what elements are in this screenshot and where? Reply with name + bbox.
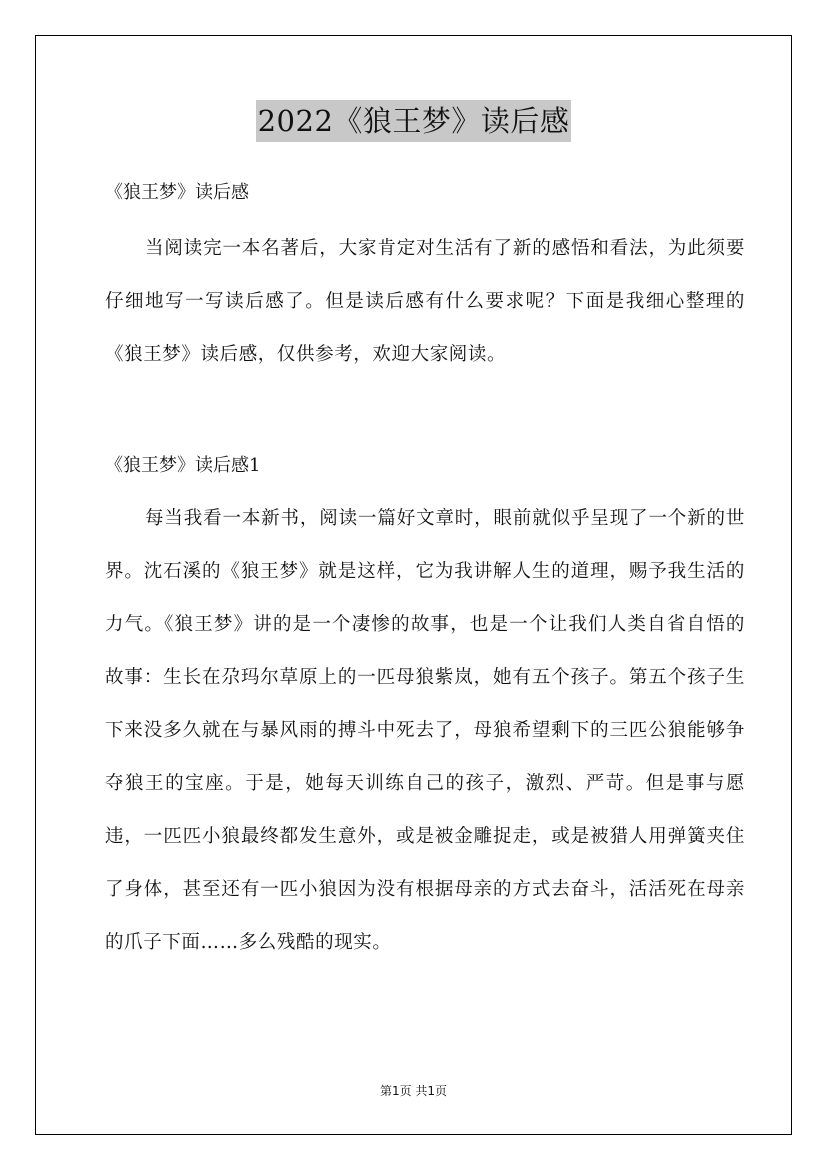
essay1-heading: 《狼王梦》读后感1 [105,455,261,476]
page-footer: 第1页 共1页 [379,1084,448,1098]
intro-paragraph: 当阅读完一本名著后，大家肯定对生活有了新的感悟和看法，为此须要仔细地写一写读后感了。但是读后感有什么要求呢？下面是我细心整理的《狼王梦》读后感，仅供参考，欢迎大家阅读。 [105,238,745,365]
title-container [0,100,827,142]
section-heading: 《狼王梦》读后感 [105,182,249,203]
essay1-paragraph: 每当我看一本新书，阅读一篇好文章时，眼前就似乎呈现了一个新的世界。沈石溪的《狼王梦》就是这样，它为我讲解人生的道理，赐予我生活的力气。《狼王梦》讲的是一个凄惨的故事，也是一个让我们人类自省自悟的故事：生长在尕玛尔草原上的一匹母狼紫岚，她有五个孩子。第五个孩子生下来没多久就在与暴风雨的搏斗中死去了，母狼希望剩下的三匹公狼能够争夺狼王的宝座。于是，她每天训练自己的孩子，激烈、严苛。但是事与愿违，一匹匹小狼最终都发生意外，或是被金雕捉走，或是被猎人用弹簧夹住了身体，甚至还有一匹小狼因为没有根据母亲的方式去奋斗，活活死在母亲的爪子下面……多么残酷的现实。 [105,508,745,953]
document-title: 2022《狼王梦》读后感 [256,100,572,142]
